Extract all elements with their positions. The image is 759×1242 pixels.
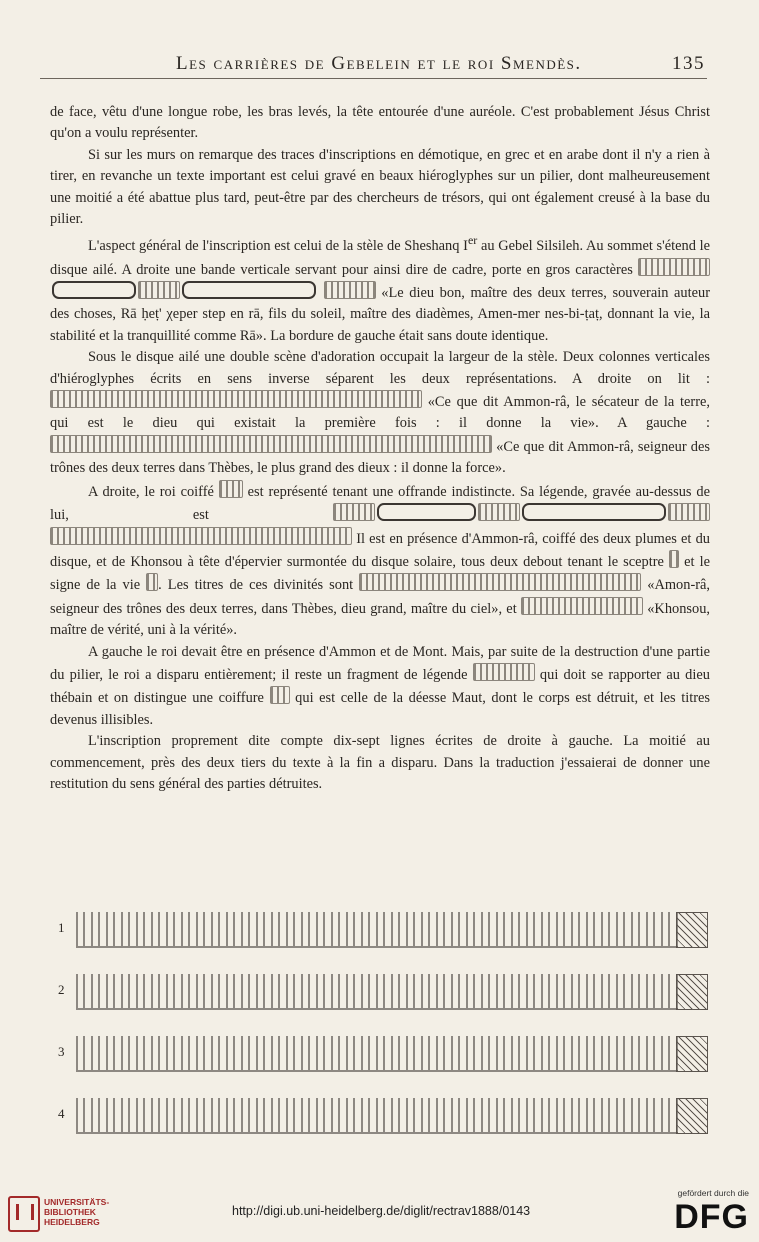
p5-text-g: «Khonsou, maître de vérité, uni à la vérité».	[50, 600, 710, 639]
inscription-line	[58, 970, 708, 1032]
paragraph-4	[50, 347, 710, 479]
running-header	[40, 48, 707, 79]
hieroglyph-group	[359, 573, 641, 591]
paragraph-3	[50, 230, 710, 347]
ankh-icon	[146, 573, 158, 591]
hieroglyph-group	[50, 527, 352, 545]
line-number: 2	[58, 982, 65, 997]
cartouche	[377, 503, 476, 521]
library-name	[44, 1197, 109, 1227]
inscription-line	[58, 1094, 708, 1156]
p3-sup: er	[467, 233, 478, 248]
cartouche	[52, 281, 136, 299]
hieroglyph-group	[478, 503, 520, 521]
inscription-line	[58, 1032, 708, 1094]
hieroglyph-group	[138, 281, 180, 299]
p4-text-b: «Ce que dit Ammon-râ, le sécateur de la terre, qui est le dieu qui existait la première fois : il donne la vie». A gauche :	[50, 394, 710, 432]
p4-text-a: Sous le disque ailé une double scène d'adoration occupait la largeur de la stèle. Deux colonnes verticales d'hiéroglyphes écrits en sens inverse séparent les deux représentations. A droite on lit :	[50, 349, 710, 387]
p6-text-c: qui est celle de la déesse Maut, dont le corps est détruit, et les titres devenus illisibles.	[50, 690, 710, 728]
header-title: Les carrières de Gebelein et le roi Smendès.	[176, 53, 582, 74]
p5-text-f: «Amon-râ, seigneur des trônes des deux terres, dans Thèbes, dieu grand, maître du ciel», et	[50, 577, 711, 617]
hieroglyph-group	[521, 597, 643, 615]
line-number: 3	[58, 1044, 65, 1059]
lacuna-hatch	[676, 974, 708, 1010]
lacuna-hatch	[676, 1098, 708, 1134]
org-line: BIBLIOTHEK	[44, 1207, 96, 1217]
body-text	[50, 102, 710, 795]
paragraph-6	[50, 642, 710, 732]
hieroglyph-row	[76, 974, 678, 1010]
page-number: 135	[672, 53, 705, 74]
hieroglyph-group	[668, 503, 710, 521]
lacuna-hatch	[676, 1036, 708, 1072]
hieroglyph-row	[76, 1098, 678, 1134]
p5-text-a: A droite, le roi coiffé	[88, 483, 214, 500]
org-line: HEIDELBERG	[44, 1217, 100, 1227]
paragraph-1: de face, vêtu d'une longue robe, les bras levés, la tête entourée d'une auréole. C'est probablement Jésus Christ qu'on a voulu représenter.	[50, 104, 710, 142]
paragraph-2: Si sur les murs on remarque des traces d'inscriptions en démotique, en grec et en arabe dont il n'y a rien à tirer, en revanche un texte important est celui gravé en beaux hiéroglyphes sur un pilier, dont malheureusement une moitié a été abattue plus tard, peut-être par des chercheurs de trésors, qui ont également creusé à la base du pilier.	[50, 146, 710, 228]
hieroglyph-group	[473, 663, 535, 681]
p6-text-b: qui doit se rapporter au dieu thébain et on distingue une coiffure	[50, 666, 710, 707]
hieroglyph-group	[50, 390, 422, 408]
lacuna-hatch	[676, 912, 708, 948]
p5-text-d: et le signe de la vie	[50, 553, 710, 594]
cartouche	[522, 503, 666, 521]
footer	[0, 1188, 759, 1242]
hieroglyph-group	[638, 258, 710, 276]
hieroglyph-row	[76, 912, 678, 948]
p5-text-b: est représenté tenant une offrande indistincte. Sa légende, gravée au-dessus de lui, est	[50, 483, 710, 524]
paragraph-5	[50, 480, 710, 642]
university-logo-icon	[8, 1196, 40, 1232]
hieroglyph-row	[76, 1036, 678, 1072]
p6-text-a: A gauche le roi devait être en présence d'Ammon et de Mont. Mais, par suite de la destruction d'une partie du pilier, le roi a disparu entièrement; il reste un fragment de légende	[50, 643, 710, 683]
dfg-logo: DFG	[674, 1198, 749, 1236]
p5-text-e: . Les titres de ces divinités sont	[158, 577, 354, 594]
source-url-link[interactable]: http://digi.ub.uni-heidelberg.de/diglit/rectrav1888/0143	[232, 1204, 531, 1218]
p3-text-b: au Gebel Silsileh. Au sommet s'étend le disque ailé. A droite une bande verticale servant pour ainsi dire de cadre, porte en gros caractères	[50, 238, 710, 278]
hieroglyph-group	[333, 503, 375, 521]
hieroglyph-group	[324, 281, 376, 299]
sceptre-icon	[669, 550, 679, 568]
line-number: 4	[58, 1106, 65, 1121]
line-number: 1	[58, 920, 65, 935]
org-line: UNIVERSITÄTS-	[44, 1197, 110, 1207]
hieroglyphic-inscription	[58, 908, 708, 1156]
p3-text-c: «Le dieu bon, maître des deux terres, souverain auteur des choses, Rā ḥeṭ' χeper step en rā, fils du soleil, maître des diadèmes, Amen-mer nes-bi-ṭaṭ, donnant la vie, la stabilité et la tranquillité comme Rā». La bordure de gauche était sans doute identique.	[50, 285, 711, 344]
cartouche	[182, 281, 316, 299]
funded-by-label: gefördert durch die	[677, 1188, 749, 1198]
inscription-line	[58, 908, 708, 970]
p3-text-a: L'aspect général de l'inscription est celui de la stèle de Sheshanq I	[88, 238, 468, 255]
p5-text-c: Il est en présence d'Ammon-râ, coiffé des deux plumes et du disque, et de Khonsou à tête d'épervier surmontée du disque solaire, tous deux debout tenant le sceptre	[50, 530, 710, 570]
crown-icon	[219, 480, 243, 498]
hieroglyph-group	[50, 435, 492, 453]
p4-text-c: «Ce que dit Ammon-râ, seigneur des trônes des deux terres dans Thèbes, le plus grand des dieux : il donne la force».	[50, 438, 710, 477]
vulture-crown-icon	[270, 686, 290, 704]
paragraph-7: L'inscription proprement dite compte dix-sept lignes écrites de droite à gauche. La moitié au commencement, près des deux tiers du texte à la fin a disparu. Dans la traduction j'essaierai de donner une restitution du sens général des parties détruites.	[50, 733, 710, 792]
